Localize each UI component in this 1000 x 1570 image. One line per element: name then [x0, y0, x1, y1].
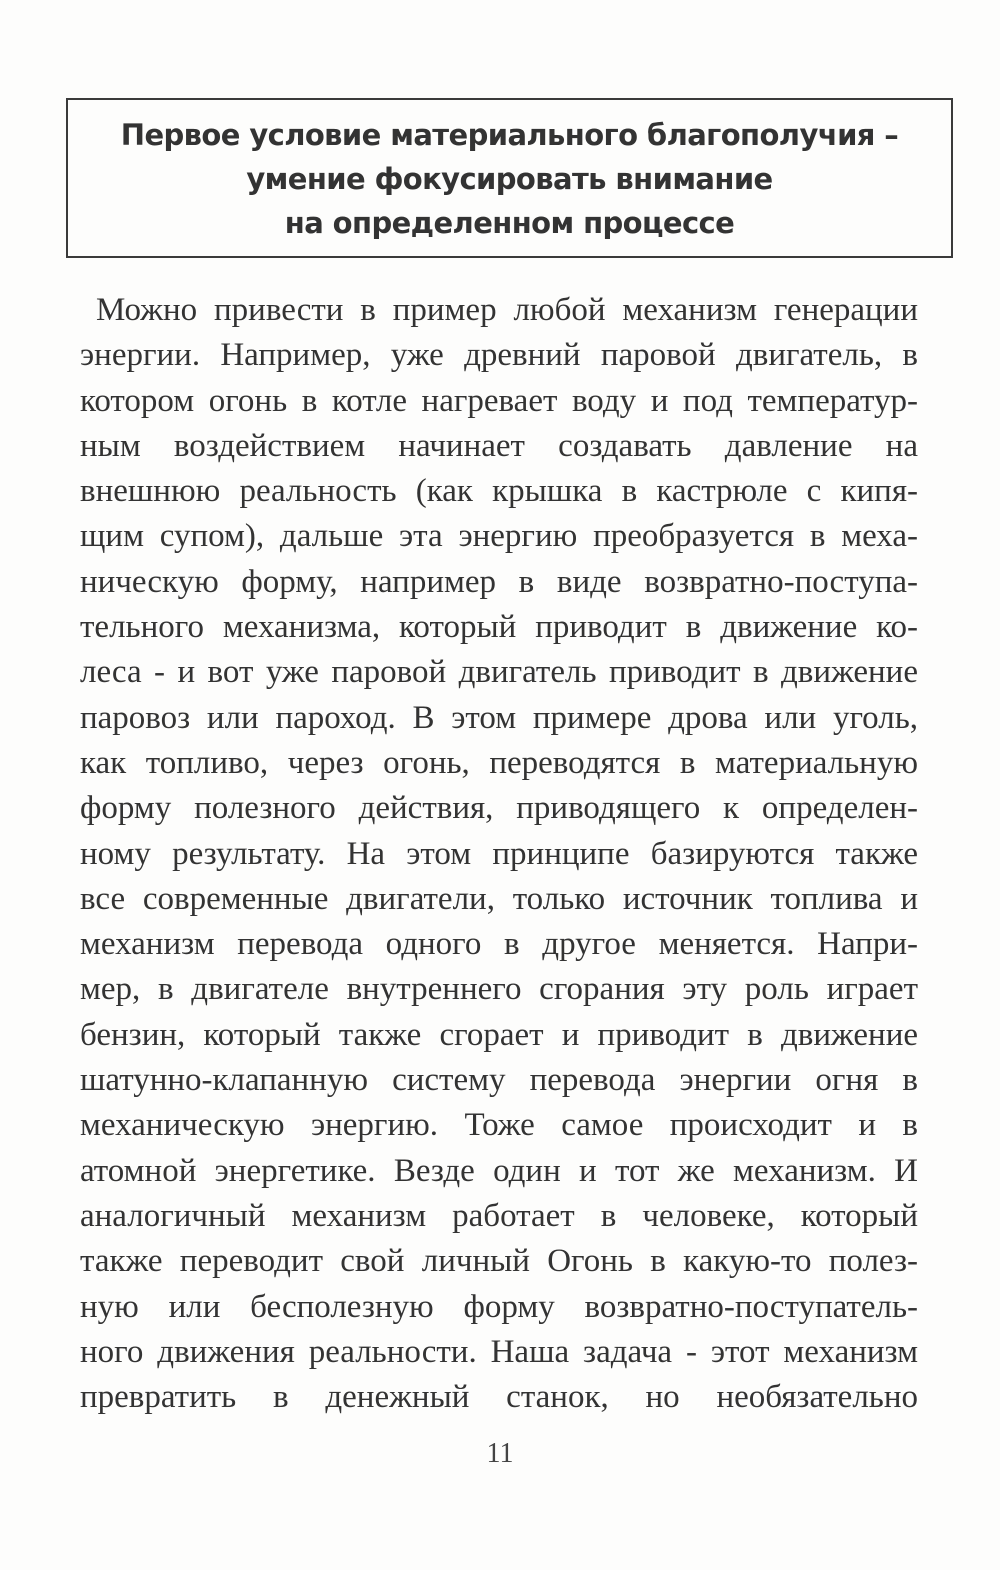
text-line: атомной энергетике. Везде один и тот же механизм. И [80, 1152, 918, 1189]
body-paragraph [80, 288, 918, 1420]
text-line: механическую энергию. Тоже самое происходит и в [80, 1107, 918, 1144]
text-line: леса - и вот уже паровой двигатель приводит в движение [80, 654, 918, 691]
text-line: ного движения реальности. Наша задача - этот механизм [80, 1333, 918, 1370]
section-heading-box [66, 98, 953, 258]
text-line: форму полезного действия, приводящего к определен- [80, 790, 918, 827]
text-line: щим супом), дальше эта энергию преобразуется в меха- [80, 518, 918, 555]
section-heading-line: умение фокусировать внимание [246, 162, 773, 196]
page-number: 11 [486, 1438, 514, 1469]
section-heading-line: Первое условие материального благополучия – [120, 118, 899, 152]
text-line: аналогичный механизм работает в человеке, который [80, 1197, 918, 1234]
text-line: котором огонь в котле нагревает воду и под температур- [80, 382, 918, 419]
text-line: мер, в двигателе внутреннего сгорания эту роль играет [80, 971, 918, 1008]
text-line: также переводит свой личный Огонь в какую-то полез- [80, 1243, 918, 1280]
text-line: паровоз или пароход. В этом примере дрова или уголь, [80, 699, 918, 736]
text-line: ным воздействием начинает создавать давление на [80, 427, 918, 464]
text-line: бензин, который также сгорает и приводит в движение [80, 1016, 918, 1053]
section-heading-line: на определенном процессе [284, 206, 735, 240]
text-line: все современные двигатели, только источник топлива и [80, 880, 918, 917]
text-line: энергии. Например, уже древний паровой двигатель, в [80, 337, 918, 374]
text-line: превратить в денежный станок, но необязательно [80, 1379, 918, 1416]
text-line: Можно привести в пример любой механизм генерации [96, 292, 918, 328]
text-line: внешнюю реальность (как крышка в кастрюле с кипя- [80, 473, 918, 510]
text-line: ную или бесполезную форму возвратно-поступатель- [80, 1288, 918, 1325]
text-line: ническую форму, например в виде возвратно-поступа- [80, 563, 918, 600]
text-line: как топливо, через огонь, переводятся в материальную [80, 744, 918, 781]
text-line: тельного механизма, который приводит в движение ко- [80, 609, 918, 646]
text-line: механизм перевода одного в другое меняется. Напри- [80, 926, 918, 963]
text-line: ному результату. На этом принципе базируются также [80, 835, 918, 872]
text-line: шатунно-клапанную систему перевода энергии огня в [80, 1062, 918, 1099]
